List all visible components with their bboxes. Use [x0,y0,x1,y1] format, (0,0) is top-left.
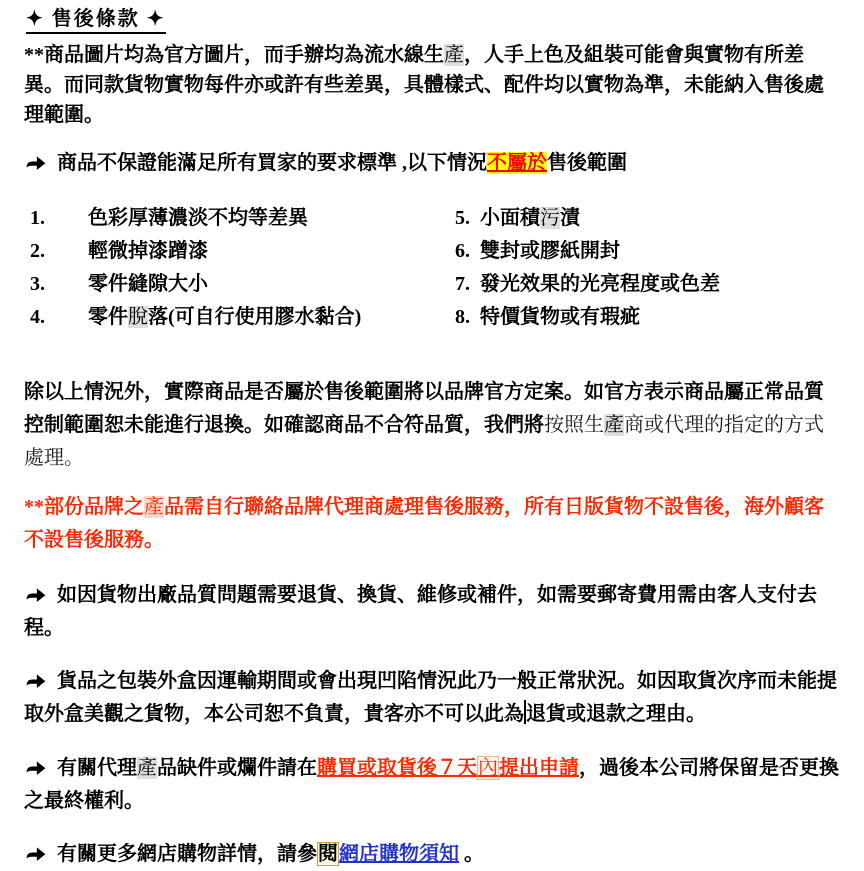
not-covered-text: 售後範圍 [547,152,627,174]
list-item [455,268,720,301]
list-item [30,202,455,235]
intro-text: ，人手上色及組裝可能會與實物有所差異。而同款貨物實物每件亦或許有些差異，具體樣式、配件均以實物為準，未能納入售後處理範圍。 [24,44,824,126]
brand-warning-text: **部份品牌之 [24,496,144,518]
list-item-text: 發光效果的光亮程度或色差 [480,273,720,295]
list-number: 3. [30,273,45,295]
list-item-text: 輕微掉漆蹭漆 [88,240,208,262]
list-row [30,202,842,235]
brand-warning-text: 品需自行聯絡品牌代理商處理售後服務，所有日版貨物不設售後，海外顧客不設售後服務。 [24,496,824,551]
list-row [30,235,842,268]
quality-text: 除以上情況外，實際商品是否屬於售後範圍將以品牌官方定案。如官方表示商品屬正常品質控制範圍恕未能進行退換。如確認商品不合符品質，我們將 [24,381,824,436]
arrow-bullet-icon [24,153,48,170]
list-item [30,268,455,301]
defect-claim-deadline: 提出申請 [499,757,579,779]
packaging-text: 貨品之包裝外盒因運輸期間或會出現凹陷情況此乃一般正常狀況。如因取貨次序而未能提取外盒美觀之貨物，本公司恕不負責，貴客亦不可以此為 [24,670,837,725]
packaging-paragraph [24,665,842,731]
intro-text: **商品圖片均為官方圖片，而手辦均為流水線生 [24,44,444,66]
substituted-char: 產 [444,44,464,66]
list-number: 4. [30,306,45,328]
list-item-text: 零件縫隙大小 [88,273,208,295]
defect-claim-text: ，過後本公司將保留是否更換之最終權利。 [24,757,839,812]
list-item-text: 落(可自行使用膠水黏合) [148,306,362,328]
defect-claim-deadline: 購買或取貨後７天 [317,757,477,779]
more-info-paragraph [24,838,842,871]
list-item-text: 零件 [88,306,128,328]
intro-paragraph [24,40,842,130]
substituted-char: 脫 [128,306,148,328]
list-item [30,301,455,334]
section-title-row [24,6,842,34]
list-row [30,301,842,334]
list-item-text: 漬 [560,207,580,229]
substituted-char: 污 [540,207,560,229]
store-shopping-notes-link[interactable]: 網店購物須知 [339,843,459,865]
list-number: 1. [30,207,45,229]
quality-paragraph [24,376,842,475]
more-info-text: 。 [459,843,484,865]
quality-text-light: 按照生 [544,414,604,436]
not-covered-paragraph [24,148,842,178]
exclusion-list [24,202,842,334]
defect-claim-text: 有關代理 [57,757,137,779]
list-item [455,235,620,268]
substituted-char: 內 [478,757,498,779]
list-number: 2. [30,240,45,262]
substituted-char: 產 [144,496,164,518]
list-item-text: 色彩厚薄濃淡不均等差異 [88,207,308,229]
list-number: 8. [455,306,470,328]
arrow-bullet-icon [24,844,48,861]
not-covered-highlight: 不屬於 [487,152,547,174]
arrow-bullet-icon [24,671,48,688]
factory-paragraph [24,579,842,645]
list-item [30,235,455,268]
quality-text-light: 商或代理的指定的方式處理。 [24,414,824,469]
factory-text: 如因貨物出廠品質問題需要退貨、換貨、維修或補件，如需要郵寄費用需由客人支付去程。 [24,584,817,639]
arrow-bullet-icon [24,758,48,775]
list-item-text: 小面積 [480,207,540,229]
arrow-bullet-icon [24,585,48,602]
substituted-char: 產 [604,414,624,436]
list-row [30,268,842,301]
list-item-text: 特價貨物或有瑕疵 [480,306,640,328]
defect-claim-text: 品缺件或爛件請在 [157,757,317,779]
defect-claim-paragraph [24,752,842,818]
list-number: 6. [455,240,470,262]
more-info-text: 有關更多網店購物詳情，請參 [57,843,317,865]
substituted-char: 產 [137,757,157,779]
list-item [455,202,580,235]
not-covered-text: 商品不保證能滿足所有買家的要求標準 ,以下情況 [57,152,487,174]
packaging-text: 退貨或退款之理由。 [526,703,706,725]
list-number: 7. [455,273,470,295]
substituted-char: 閱 [318,843,338,865]
list-number: 5. [455,207,470,229]
list-item [455,301,640,334]
brand-warning-paragraph [24,491,842,557]
page-title: ✦ 售後條款 ✦ [26,6,166,34]
list-item-text: 雙封或膠紙開封 [480,240,620,262]
